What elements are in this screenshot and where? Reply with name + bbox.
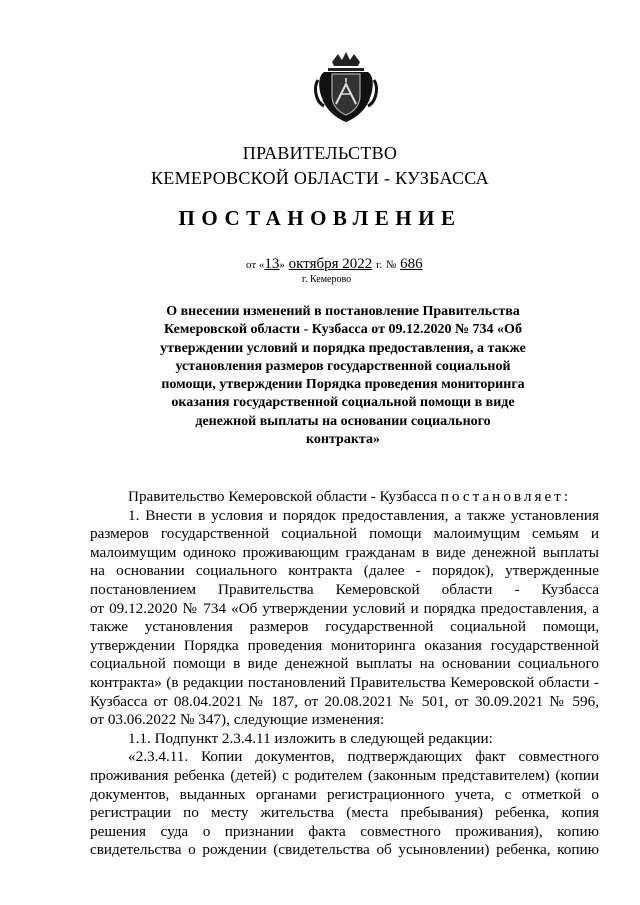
intro-paragraph <box>90 488 599 507</box>
date-day: 13 <box>264 256 280 272</box>
body-line: также установления размеров государственной социальной помощи, <box>90 618 599 636</box>
coat-of-arms-icon <box>314 48 378 124</box>
body-line: размеров государственной социальной помощи малоимущим семьям и <box>90 525 599 543</box>
date-prefix: от « <box>246 259 265 271</box>
quote-line: «2.3.4.11. Копии документов, подтверждающих факт совместного <box>128 748 599 766</box>
document-number: 686 <box>400 256 423 272</box>
body-line: от 03.06.2022 № 347), следующие изменения: <box>90 711 385 729</box>
body-line: малоимущим одиноко проживающим гражданам в виде денежной выплаты <box>90 543 599 561</box>
document-body <box>90 488 599 860</box>
document-date-line <box>246 256 423 273</box>
government-title-line2: КЕМЕРОВСКОЙ ОБЛАСТИ - КУЗБАССА <box>151 168 489 188</box>
body-line: утверждении Порядка проведения мониторинга оказания государственной <box>90 636 599 654</box>
quote-line: регистрации по месту жительства (места пребывания) ребенка, копия <box>90 804 599 822</box>
body-line: 1. Внести в условия и порядок предоставления, а также установления <box>128 506 599 524</box>
body-line: социальной помощи в виде денежной выплаты на основании социального <box>90 655 599 673</box>
body-line: на основании социального контракта (далее - порядок), утвержденные <box>90 562 599 580</box>
date-mid: » <box>279 259 285 271</box>
body-line: постановлением Правительства Кемеровской области - Кузбасса <box>90 580 599 598</box>
number-label: № <box>385 259 397 271</box>
quote-line: свидетельства о рождении (свидетельства об усыновлении) ребенка, копию <box>90 841 599 859</box>
quote-line: документов, выданных органами регистрационного учета, с отметкой о <box>90 785 599 803</box>
document-type-title: ПОСТАНОВЛЕНИЕ <box>178 206 462 230</box>
sub-item-line: 1.1. Подпункт 2.3.4.11 изложить в следующей редакции: <box>128 729 493 747</box>
body-line: контракта» (в редакции постановлений Правительства Кемеровской области - <box>90 673 599 691</box>
date-month-year: октября 2022 <box>288 256 373 272</box>
city-label: г. Кемерово <box>302 274 352 285</box>
date-year-suffix: г. <box>376 259 383 271</box>
document-subject: О внесении изменений в постановление Правительства Кемеровской области - Кузбасса от 09.12.2020 № 734 «Об утверждении условий и порядка предоставления, а также установления размеров государственной социальной помощи, утверждении Порядка проведения мониторинга оказания государственной социальной помощи в виде денежной выплаты на основании социального контракта» <box>160 304 526 448</box>
quote-line: проживания ребенка (детей) с родителем (законным представителем) (копии <box>90 766 599 784</box>
intro-verb: постановляет: <box>440 488 572 505</box>
government-title-line1: ПРАВИТЕЛЬСТВО <box>242 143 398 163</box>
body-line: Кузбасса от 08.04.2021 № 187, от 20.08.2021 № 501, от 30.09.2021 № 596, <box>90 692 599 710</box>
quote-line: решения суда о признании факта совместного проживания), копию <box>90 822 599 840</box>
body-line: от 09.12.2020 № 734 «Об утверждении условий и порядка предоставления, а <box>90 599 599 617</box>
intro-text: Правительство Кемеровской области - Кузбасса <box>128 488 437 505</box>
